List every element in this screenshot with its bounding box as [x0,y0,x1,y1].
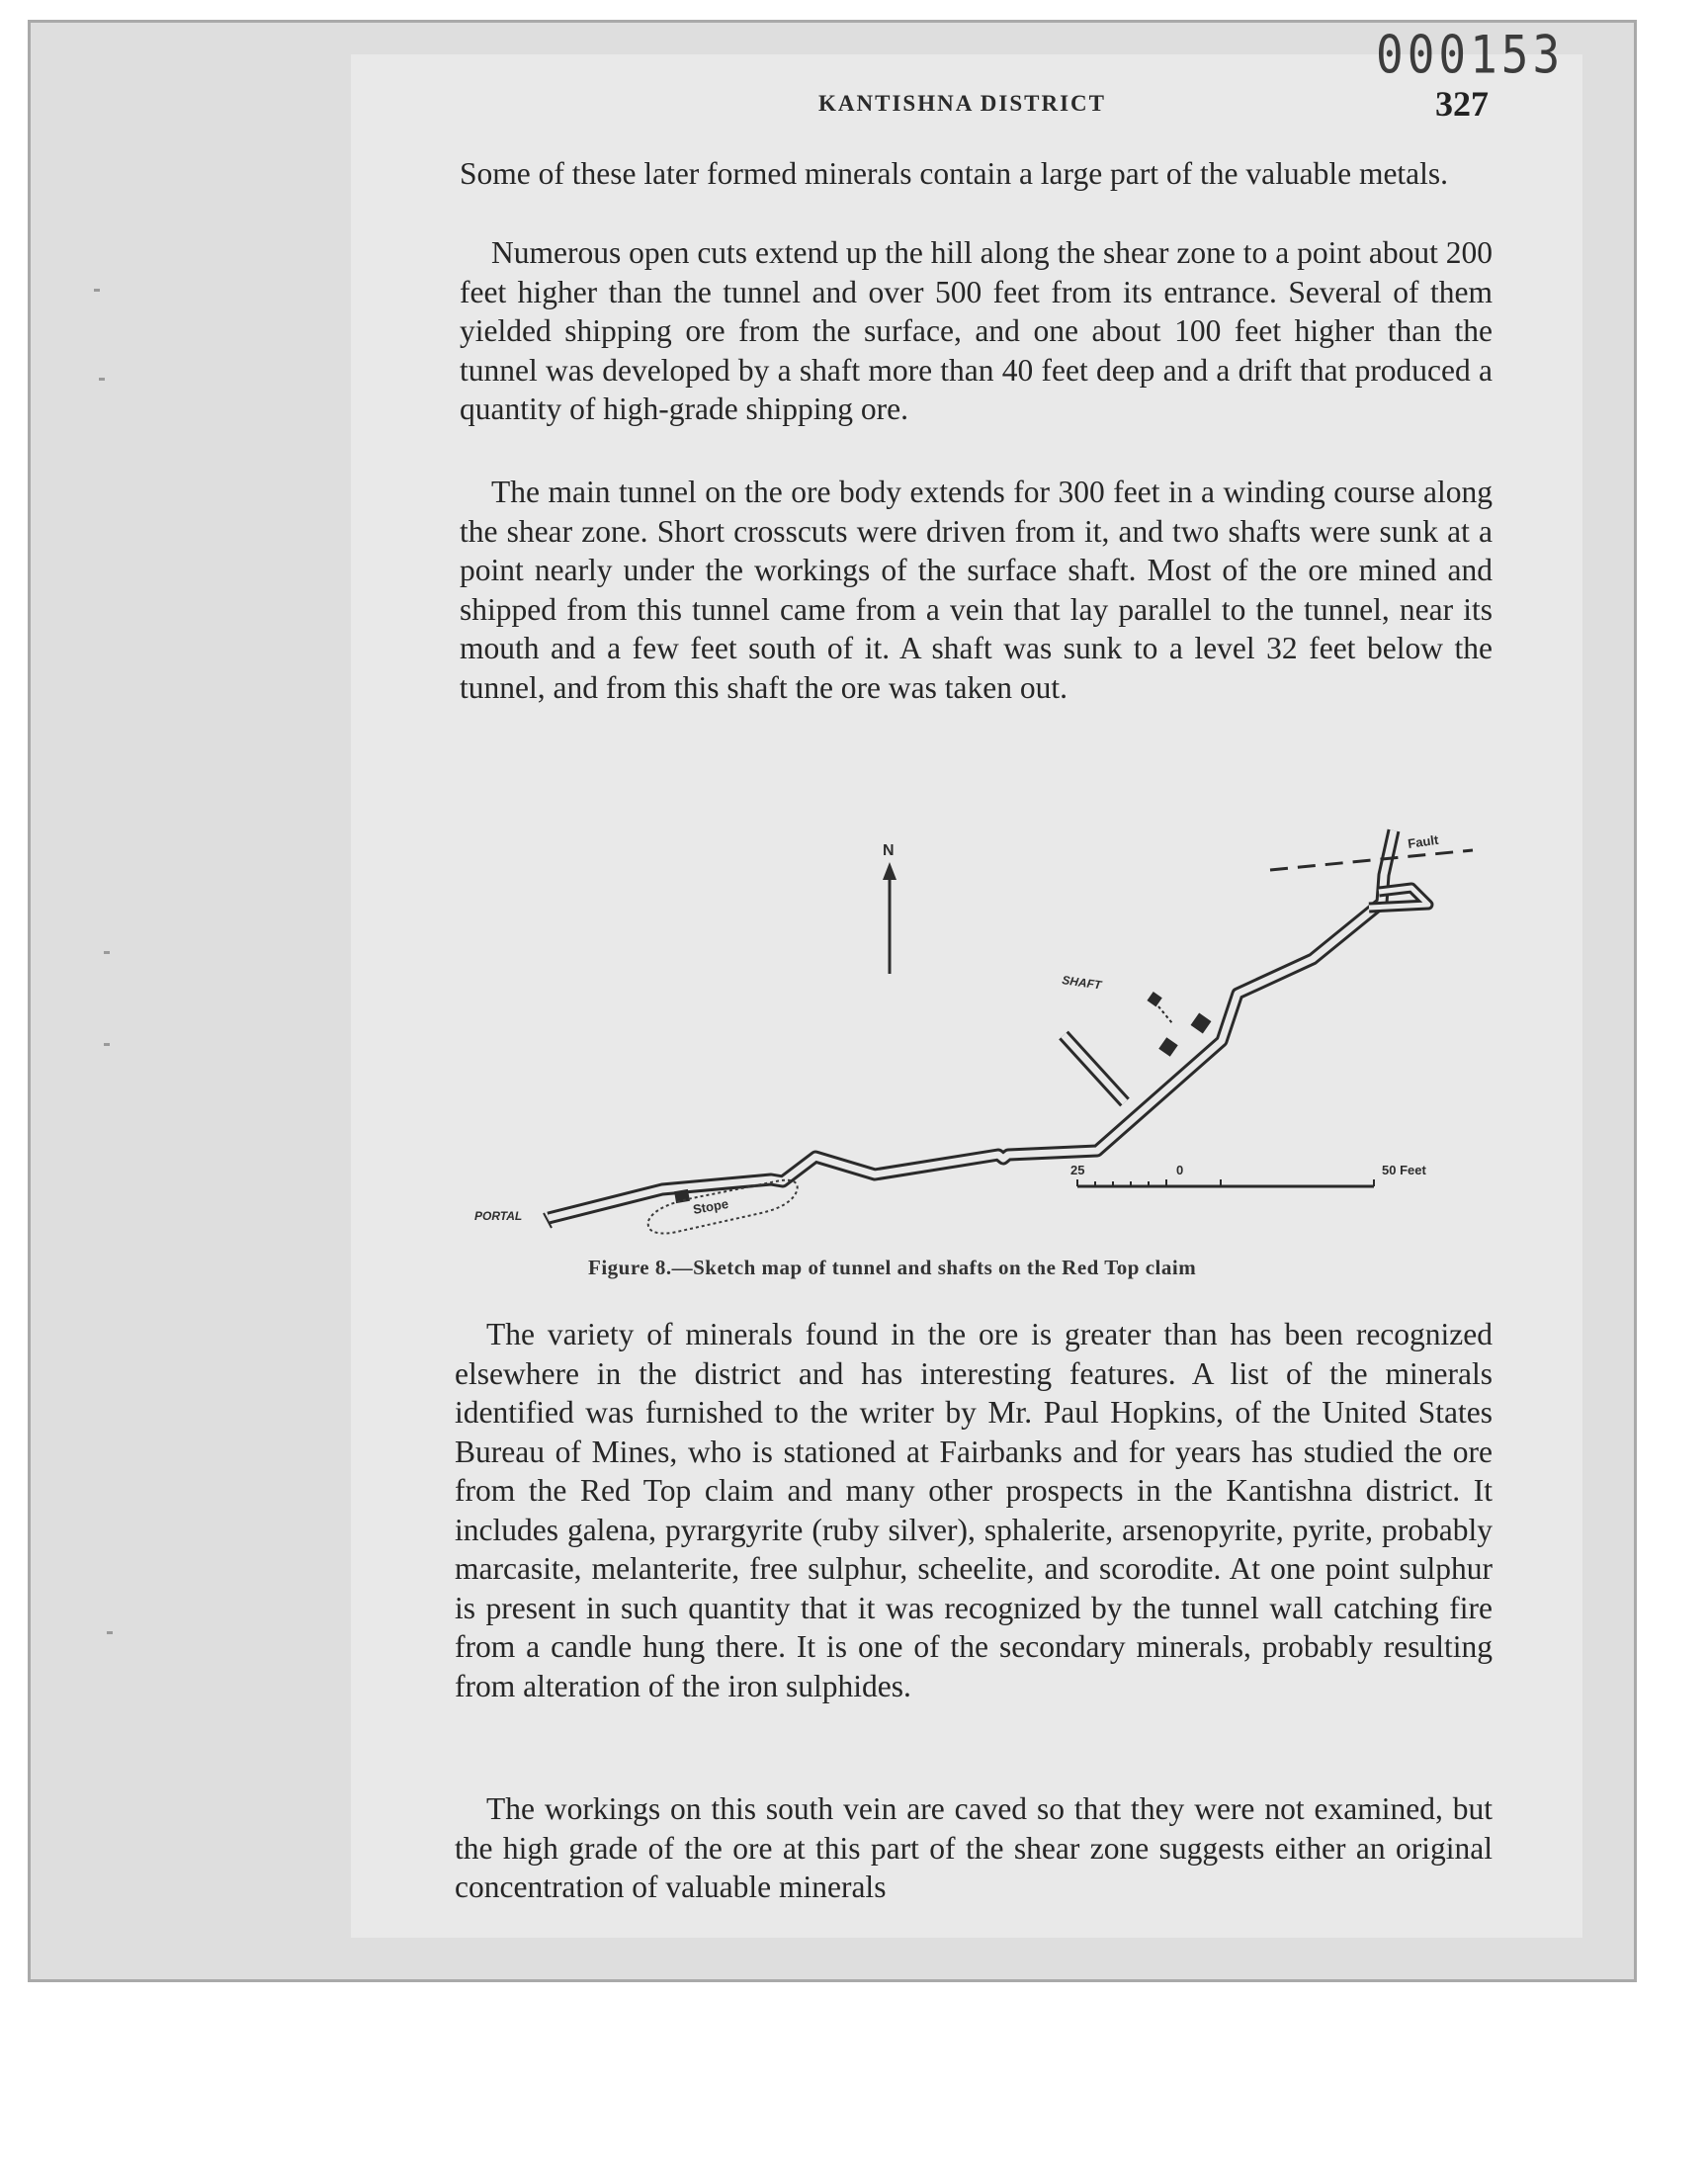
shaft-label: SHAFT [1061,973,1103,993]
shaft-symbol [1147,992,1161,1006]
tunnel-sketch-map [465,771,1493,1236]
sketch-map-drawing [465,771,1493,1236]
fault-line [1270,850,1473,870]
north-arrow-head [883,862,897,880]
scan-speck [104,951,110,954]
scale-label: 50 Feet [1382,1163,1426,1177]
paragraph: The main tunnel on the ore body extends for 300 feet in a winding course along the shear zone. Short crosscuts were driven from it, and two shafts were sunk at a point nearly under the workings of the surface shaft. Most of the ore mined and shipped from this tunnel came from a vein that lay parallel to the tunnel, near its mouth and a few feet south of it. A shaft was sunk to a level 32 feet below the tunnel, and from this shaft the ore was taken out. [460,475,1493,705]
shaft-symbol [674,1189,690,1203]
page-number: 327 [1435,84,1489,124]
stope-label: Stope [691,1195,730,1217]
figure-caption: Figure 8.—Sketch map of tunnel and shafts on the Red Top claim [588,1256,1197,1279]
paragraph: Numerous open cuts extend up the hill along the shear zone to a point about 200 feet higher than the tunnel and over 500 feet from its entrance. Several of them yielded shipping ore from the surface, and one about 100 feet higher than the tunnel was developed by a shaft more than 40 feet deep and a drift that produced a quantity of high-grade shipping ore. [460,235,1493,426]
running-head: KANTISHNA DISTRICT [818,91,1106,116]
crosscut-interior [1064,1035,1125,1102]
archive-stamp-number: 000153 [1376,23,1565,86]
fault-label: Fault [1407,831,1440,851]
scan-speck [94,289,100,292]
scale-label: 0 [1176,1163,1184,1177]
scan-speck [107,1631,113,1634]
paragraph: The workings on this south vein are caved so that they were not examined, but the high grade of the ore at this part of the shear zone suggests either an original concentration of valuable minerals [455,1791,1493,1904]
scan-speck [99,378,105,381]
shaft-symbol [1158,1037,1177,1056]
north-label: N [883,842,895,859]
paragraph: The variety of minerals found in the ore is greater than has been recognized elsewhere in the district and has interesting features. A list of the minerals identified was furnished to the writer by Mr. Paul Hopkins, of the United States Bureau of Mines, who is stationed at Fairbanks and for years has studied the ore from the Red Top claim and many other prospects in the Kantishna district. It includes galena, pyrargyrite (ruby silver), sphalerite, arsenopyrite, pyrite, probably marcasite, melanterite, free sulphur, scheelite, and scorodite. At one point sulphur is present in such quantity that it was recognized by the tunnel wall catching fire from a candle hung there. It is one of the secondary minerals, probably resulting from alteration of the iron sulphides. [455,1317,1493,1703]
shaft-incline [1158,1006,1172,1023]
shaft-symbol [1191,1013,1210,1032]
portal-label: PORTAL [474,1209,523,1223]
paragraph: Some of these later formed minerals contain a large part of the valuable metals. [460,156,1449,191]
main-tunnel-interior [549,830,1394,1218]
scale-label: 25 [1070,1163,1085,1177]
scan-speck [104,1043,110,1046]
